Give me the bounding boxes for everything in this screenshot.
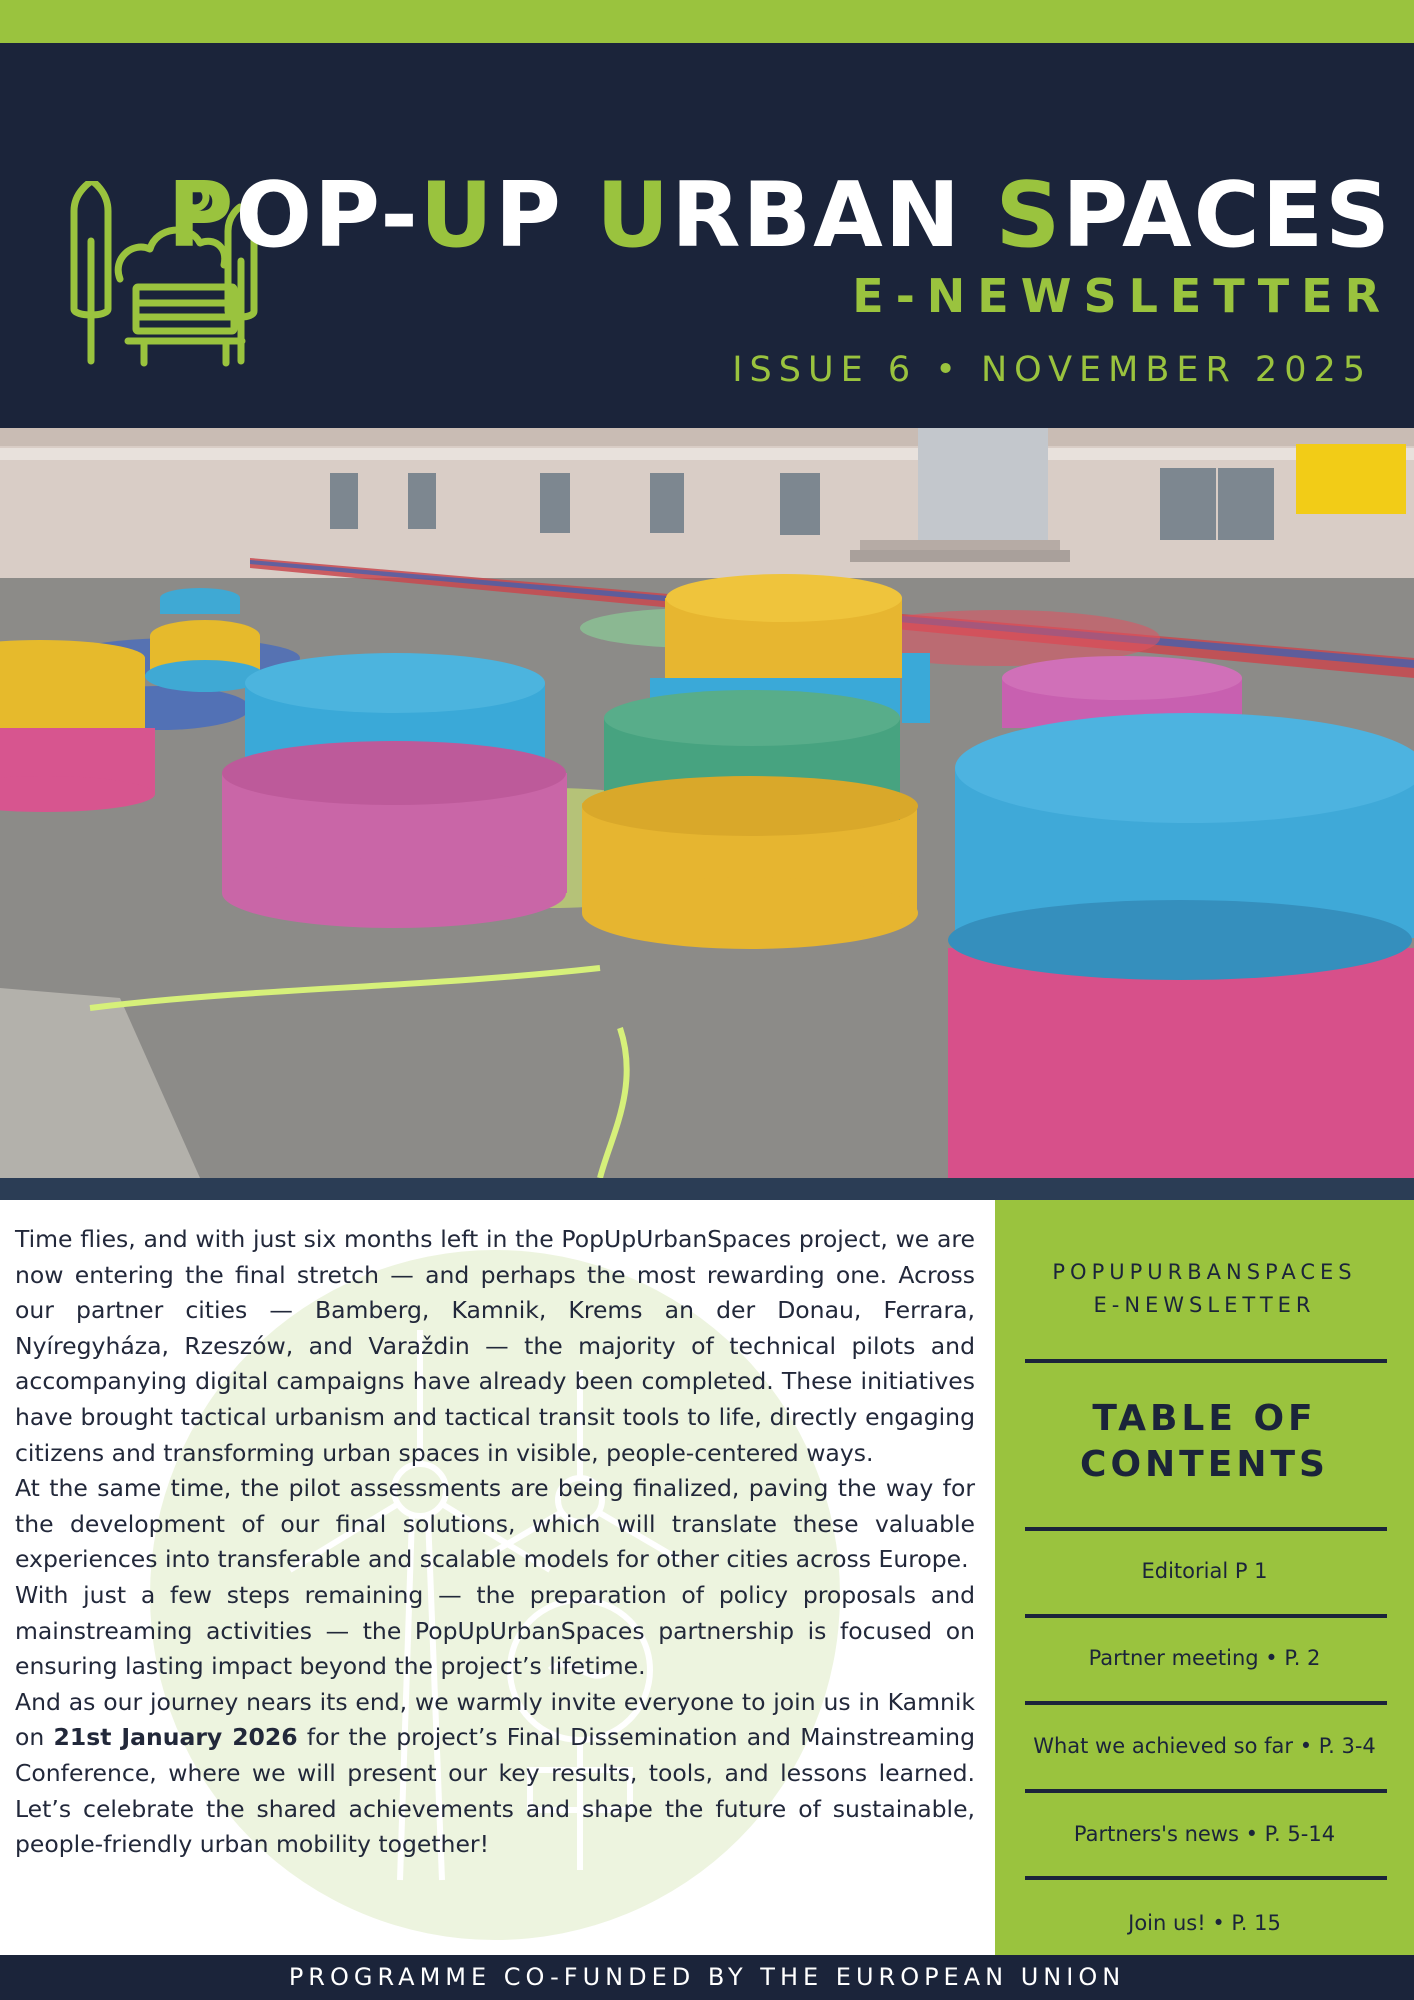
editorial-text — [15, 1222, 975, 1863]
editorial-paragraph: With just a few steps remaining — the preparation of policy proposals and mainstreaming activities — the PopUpUrbanSpaces partnership is focused on ensuring lasting impact beyond the project’s lifetime. — [15, 1580, 975, 1681]
toc-item-join-us[interactable]: Join us! • P. 15 — [1128, 1911, 1281, 1935]
divider — [1025, 1876, 1387, 1880]
title-letter-u2: U — [596, 163, 672, 268]
divider — [1025, 1789, 1387, 1793]
toc-heading — [995, 1396, 1414, 1488]
invite-text: And as our journey nears its end, we warmly invite everyone to join us in Kamnik on — [15, 1687, 975, 1752]
title-letter-s: S — [995, 163, 1063, 268]
toc-heading-line: TABLE OF — [1092, 1398, 1317, 1439]
title-segment: RBAN — [671, 163, 996, 268]
title-segment: OP- — [235, 163, 420, 268]
title-letter-u: U — [419, 163, 495, 268]
toc-item-editorial[interactable]: Editorial P 1 — [1141, 1559, 1268, 1583]
divider — [1025, 1701, 1387, 1705]
title-segment: PACES — [1062, 163, 1392, 268]
photo-divider — [0, 1178, 1414, 1200]
issue-date: ISSUE 6 • NOVEMBER 2025 — [732, 350, 1372, 390]
toc-item-partners-news[interactable]: Partners's news • P. 5-14 — [1073, 1822, 1336, 1846]
table-of-contents-sidebar — [995, 1200, 1414, 1955]
newsletter-subtitle: E-NEWSLETTER — [852, 269, 1392, 323]
sidebar-title-line: E-NEWSLETTER — [1093, 1293, 1316, 1317]
toc-item-achievements[interactable]: What we achieved so far • P. 3-4 — [1033, 1734, 1376, 1758]
divider — [1025, 1614, 1387, 1618]
toc-heading-line: CONTENTS — [1080, 1444, 1329, 1485]
editorial-paragraph: Time flies, and with just six months left in the PopUpUrbanSpaces project, we are now entering the final stretch — and perhaps the most rewarding one. Across our partner cities — Bamberg, Kamnik, Krems an der Donau, Ferrara, Nyíregyháza, Rzeszów, and Varaždin — the majority of technical pilots and accompanying digital campaigns have already been completed. These initiatives have brought tactical urbanism and tactical transit tools to life, directly engaging citizens and transforming urban spaces in visible, people-centered ways. — [15, 1225, 975, 1467]
editorial-paragraph: At the same time, the pilot assessments are being finalized, paving the way for the development of our final solutions, which will translate these valuable experiences into transferable and scalable models for other cities across Europe. — [15, 1474, 975, 1574]
footer-funding-text: PROGRAMME CO-FUNDED BY THE EUROPEAN UNION — [288, 1963, 1126, 1991]
title-letter-p: P — [167, 163, 236, 268]
divider — [1025, 1527, 1387, 1531]
editorial-paragraph-invite — [15, 1685, 975, 1863]
footer-bar — [0, 1955, 1414, 2000]
cover-photo — [0, 428, 1414, 1178]
newsletter-title — [167, 163, 1392, 268]
toc-item-partner-meeting[interactable]: Partner meeting • P. 2 — [1088, 1646, 1321, 1670]
sidebar-newsletter-title — [995, 1256, 1414, 1322]
title-segment: P — [494, 163, 597, 268]
masthead — [0, 43, 1414, 428]
invite-text-end: for the project’s Final Dissemination and Mainstreaming Conference, where we will present our key results, tools, and lessons learned. Let’s celebrate the shared achievements and shape the future of sustainable, people-friendly urban mobility together! — [15, 1723, 975, 1859]
sidebar-title-line: POPUPURBANSPACES — [1052, 1260, 1357, 1284]
divider — [1025, 1359, 1387, 1363]
top-accent-bar — [0, 0, 1414, 43]
conference-date: 21st January 2026 — [53, 1723, 298, 1752]
